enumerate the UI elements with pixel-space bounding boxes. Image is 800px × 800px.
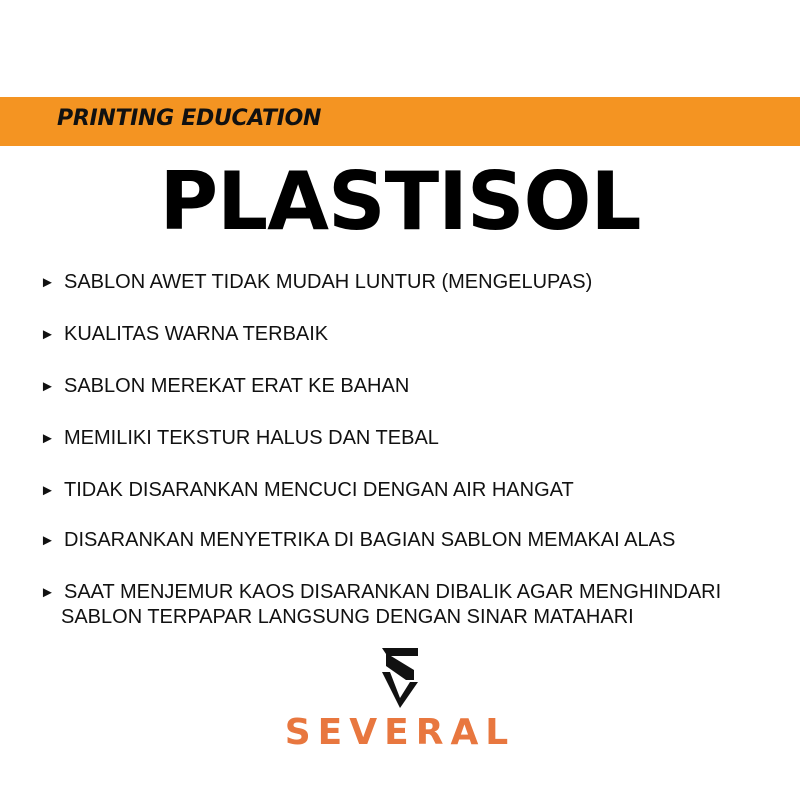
list-item [40, 528, 675, 553]
list-item [40, 322, 328, 347]
right-triangle-bullet-icon: ► [40, 326, 55, 343]
page-title: PLASTISOL [159, 155, 641, 248]
list-item-text: SABLON AWET TIDAK MUDAH LUNTUR (MENGELUPAS) [64, 271, 593, 293]
right-triangle-bullet-icon: ► [40, 532, 55, 549]
right-triangle-bullet-icon: ► [40, 430, 55, 447]
right-triangle-bullet-icon: ► [40, 482, 55, 499]
sv-monogram-icon [378, 646, 422, 708]
list-item [40, 580, 721, 629]
list-item-continuation: SABLON TERPAPAR LANGSUNG DENGAN SINAR MATAHARI [61, 606, 634, 628]
header-banner [0, 97, 800, 146]
right-triangle-bullet-icon: ► [40, 378, 55, 395]
brand-wordmark: SEVERAL [284, 712, 516, 753]
list-item [40, 478, 574, 503]
banner-label: PRINTING EDUCATION [57, 106, 322, 131]
list-item-text: SABLON MEREKAT ERAT KE BAHAN [64, 375, 410, 397]
list-item-text: DISARANKAN MENYETRIKA DI BAGIAN SABLON MEMAKAI ALAS [64, 529, 676, 551]
list-item [40, 374, 409, 399]
right-triangle-bullet-icon: ► [40, 274, 55, 291]
list-item-text: TIDAK DISARANKAN MENCUCI DENGAN AIR HANGAT [64, 479, 574, 501]
right-triangle-bullet-icon: ► [40, 584, 55, 601]
list-item-text: MEMILIKI TEKSTUR HALUS DAN TEBAL [64, 427, 439, 449]
list-item-text: SAAT MENJEMUR KAOS DISARANKAN DIBALIK AGAR MENGHINDARI [64, 581, 722, 603]
list-item [40, 270, 592, 295]
list-item [40, 426, 439, 451]
list-item-text: KUALITAS WARNA TERBAIK [64, 323, 329, 345]
